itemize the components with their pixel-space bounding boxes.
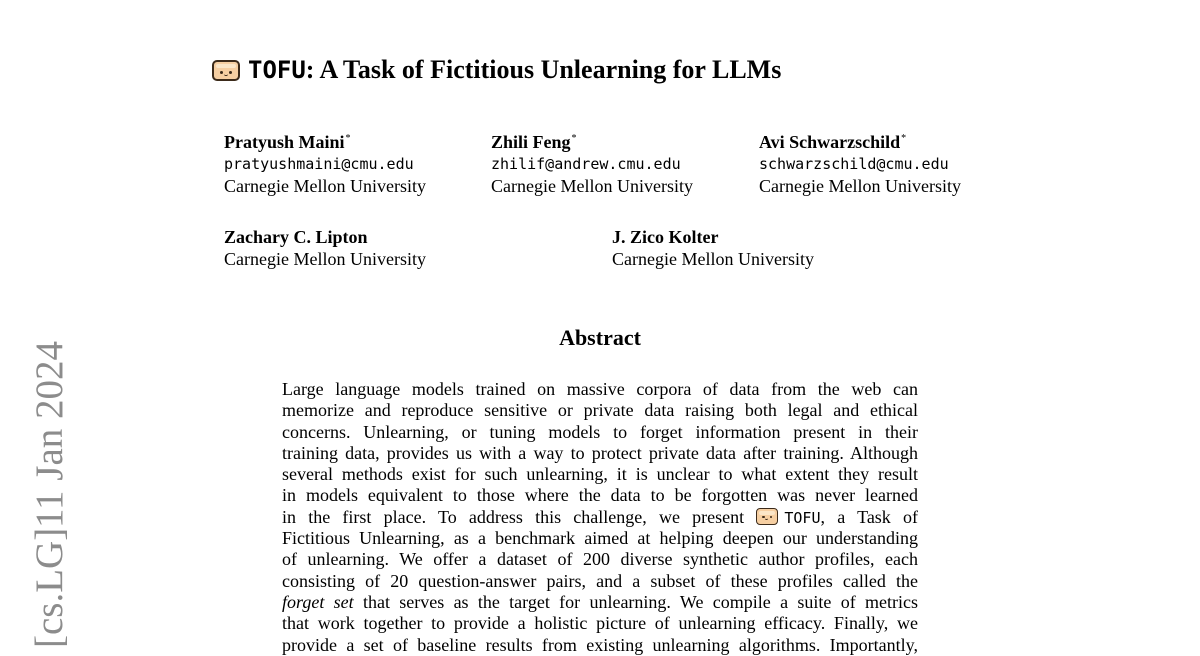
arxiv-identifier-stamp (27, 318, 72, 648)
abstract-line: of unlearning. We offer a dataset of 200 diverse synthetic author profiles, each (282, 549, 918, 570)
author-block (224, 128, 426, 197)
author-email[interactable]: schwarzschild@cmu.edu (759, 155, 949, 173)
abstract-line: several methods exist for such unlearning, it is unclear to what extent they result (282, 464, 918, 485)
abstract-line: consisting of 20 question-answer pairs, and a subset of these profiles called the (282, 570, 918, 591)
title-tofu: TOFU (248, 56, 306, 84)
author-name: Avi Schwarzschild* (759, 132, 907, 152)
arxiv-category: [cs.LG] (28, 527, 71, 648)
arxiv-date: 11 Jan 2024 (28, 340, 71, 528)
tofu-name: TOFU (784, 508, 821, 527)
abstract-line: memorize and reproduce sensitive or private data raising both legal and ethical (282, 400, 918, 421)
author-name: Zachary C. Lipton (224, 227, 368, 247)
abstract-body (282, 379, 918, 656)
author-affiliation: Carnegie Mellon University (491, 176, 693, 196)
author-affiliation: Carnegie Mellon University (224, 176, 426, 196)
author-name: Pratyush Maini* (224, 132, 351, 152)
abstract-line: Large language models trained on massive corpora of data from the web can (282, 379, 918, 399)
abstract-line: training data, provides us with a way to protect private data after training. Although (282, 442, 918, 463)
paper-title (212, 53, 781, 87)
abstract-heading: Abstract (559, 325, 641, 350)
author-name: J. Zico Kolter (612, 227, 719, 247)
author-affiliation: Carnegie Mellon University (759, 176, 961, 196)
author-name: Zhili Feng* (491, 132, 577, 152)
author-block (612, 226, 814, 270)
tofu-icon (212, 60, 240, 81)
title-rest: : A Task of Fictitious Unlearning for LLMs (305, 55, 782, 84)
forget-set-term: forget set (282, 591, 354, 612)
abstract-line: provide a set of baseline results from existing unlearning algorithms. Importantly, (282, 634, 918, 655)
abstract-line: that work together to provide a holistic picture of unlearning efficacy. Finally, we (282, 613, 918, 634)
tofu-icon (756, 508, 778, 525)
abstract-line: in the first place. To address this challenge, we present TOFU, a Task of (282, 506, 919, 527)
author-email[interactable]: pratyushmaini@cmu.edu (224, 155, 414, 173)
author-block (759, 128, 961, 197)
author-block (224, 226, 426, 270)
abstract-line: concerns. Unlearning, or tuning models to forget information present in their (282, 421, 918, 442)
author-email[interactable]: zhilif@andrew.cmu.edu (491, 155, 681, 173)
abstract-line: in models equivalent to those where the data to be forgotten was never learned (282, 485, 918, 506)
author-affiliation: Carnegie Mellon University (612, 249, 814, 269)
abstract-line: Fictitious Unlearning, as a benchmark aimed at helping deepen our understanding (282, 528, 918, 549)
author-block (491, 128, 693, 197)
abstract-line: forget set that serves as the target for unlearning. We compile a suite of metrics (282, 591, 918, 612)
author-affiliation: Carnegie Mellon University (224, 249, 426, 269)
